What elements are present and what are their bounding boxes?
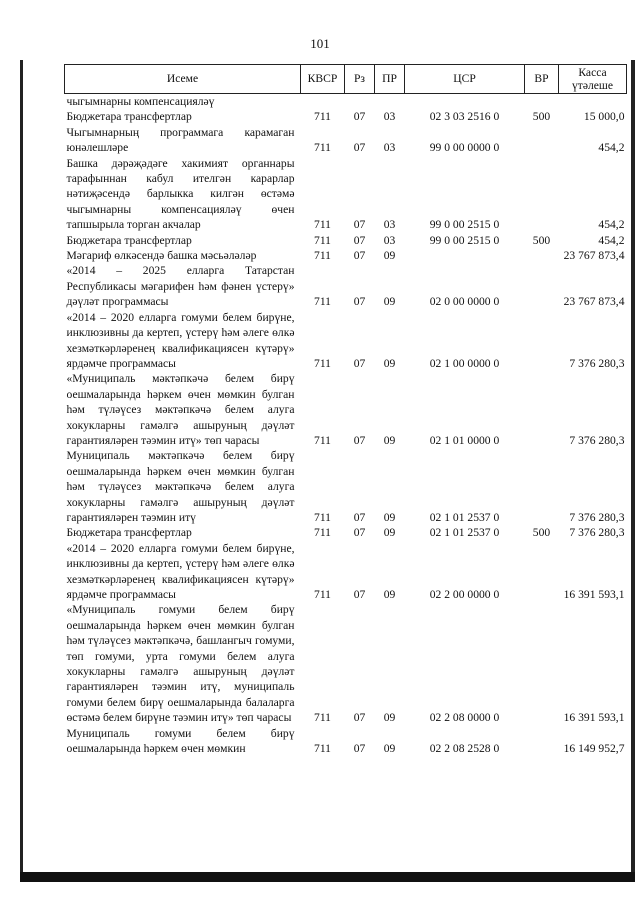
- header-name: Исеме: [65, 65, 301, 94]
- table-row: [65, 109, 627, 124]
- row-rz: 07: [353, 141, 366, 155]
- row-amount: 454,2: [598, 218, 625, 232]
- row-amount: 16 149 952,7: [563, 742, 625, 756]
- table-body: [65, 94, 627, 757]
- table-row: [65, 263, 627, 309]
- row-name: Муниципаль мәктәпкәчә белем бирү оешмаларында һәркем өчен мөмкин булган һәм түләүсез мәктәпкәчә белем алуга хокукларны гамәлгә ашыруның дәүләт гарантияләрен тәэмин итү: [66, 449, 295, 524]
- row-csr: 02 2 08 2528 0: [429, 742, 500, 756]
- row-vr: [525, 156, 559, 233]
- row-vr: 500: [532, 233, 551, 247]
- table-row: [65, 125, 627, 156]
- scan-edge-left: [20, 60, 23, 880]
- header-kassa: [559, 65, 627, 94]
- row-pr: [375, 94, 405, 110]
- row-rz: 07: [353, 218, 366, 232]
- row-rz: 07: [353, 356, 366, 370]
- row-pr: 03: [383, 218, 396, 232]
- row-csr: 99 0 00 0000 0: [429, 141, 500, 155]
- table-row: [65, 602, 627, 725]
- row-vr: [525, 726, 559, 757]
- row-rz: 07: [353, 295, 366, 309]
- row-pr: 03: [383, 233, 396, 247]
- header-kvsr: КВСР: [301, 65, 345, 94]
- row-csr: 99 0 00 2515 0: [429, 233, 500, 247]
- row-vr: [525, 248, 559, 263]
- row-kvsr: 711: [314, 295, 331, 309]
- row-csr: 02 0 00 0000 0: [429, 295, 500, 309]
- row-name: «Муниципаль гомуми белем бирү оешмаларында һәркем өчен мөмкин булган һәм түләүсез мәктәпкәчә, башлангыч гомуми, төп гомуми, урта гомуми белем алуга хокукларны гамәлгә ашыруның дәүләт гарантияләрен тәэмин итү, муниципаль гомуми белем бирү оешмаларында балаларга өстәмә белем бирүне тәэмин итү» төп чарасы: [66, 603, 295, 725]
- row-kvsr: 711: [314, 233, 331, 247]
- row-kvsr: 711: [314, 510, 331, 524]
- row-pr: 09: [383, 526, 396, 540]
- row-name: «Муниципаль мәктәпкәчә белем бирү оешмаларында һәркем өчен мөмкин булган һәм түләүсез мәктәпкәчә белем алуга хокукларны гамәлгә ашыруның дәүләт гарантияләрен тәэмин итү» төп чарасы: [66, 372, 295, 447]
- row-pr: 09: [383, 588, 396, 601]
- row-pr: 09: [383, 510, 396, 524]
- row-name: «2014 – 2020 елларга гомуми белем бирүне, инклюзивны да кертеп, үстерү һәм әлеге өлкә хезмәткәрләренең квалификациясен күтәрү» ярдәмче программасы: [66, 310, 295, 370]
- row-kvsr: 711: [314, 141, 331, 155]
- row-amount: 7 376 280,3: [569, 433, 625, 447]
- header-csr: ЦСР: [405, 65, 525, 94]
- table-row: [65, 156, 627, 233]
- row-csr: [405, 248, 525, 263]
- row-name: Мәгариф өлкәсендә башка мәсьәләләр: [66, 249, 257, 263]
- header-pr: ПР: [375, 65, 405, 94]
- row-csr: [405, 94, 525, 110]
- row-amount: 454,2: [598, 141, 625, 155]
- row-vr: [525, 263, 559, 309]
- row-rz: 07: [353, 510, 366, 524]
- row-vr: [525, 371, 559, 448]
- row-vr: [525, 94, 559, 110]
- row-rz: [345, 94, 375, 110]
- row-csr: 02 2 08 0000 0: [429, 711, 500, 725]
- row-amount: 15 000,0: [583, 110, 625, 124]
- row-rz: 07: [353, 233, 366, 247]
- row-vr: 500: [532, 526, 551, 540]
- scan-edge-bottom: [20, 872, 635, 882]
- row-name: «2014 – 2020 елларга гомуми белем бирүне, инклюзивны да кертеп, үстерү һәм әлеге өлкә хезмәткәрләренең квалификациясен күтәрү» ярдәмче программасы: [66, 541, 295, 601]
- row-rz: 07: [353, 588, 366, 601]
- row-kvsr: 711: [314, 588, 331, 601]
- row-pr: 03: [383, 141, 396, 155]
- row-pr: 09: [383, 711, 396, 725]
- table-row: [65, 371, 627, 448]
- row-amount: 7 376 280,3: [569, 510, 625, 524]
- row-kvsr: 711: [314, 110, 331, 124]
- row-name: Бюджетара трансфертлар: [66, 233, 192, 247]
- row-csr: 02 3 03 2516 0: [429, 110, 500, 124]
- row-rz: 07: [353, 526, 366, 540]
- row-name: «2014 – 2025 елларга Татарстан Республикасы мәгарифен һәм фәнен үстерү» дәүләт программасы: [66, 264, 295, 309]
- row-amount: [559, 94, 627, 110]
- row-name: Чыгымнарның программага карамаган юнәлешләре: [66, 125, 295, 155]
- header-rz: Рз: [345, 65, 375, 94]
- row-kvsr: 711: [314, 742, 331, 756]
- table-row: [65, 310, 627, 372]
- row-csr: 02 1 01 2537 0: [429, 526, 500, 540]
- row-csr: 02 2 00 0000 0: [429, 588, 500, 601]
- row-csr: 02 1 01 2537 0: [429, 510, 500, 524]
- row-pr: 03: [383, 110, 396, 124]
- table-row: [65, 233, 627, 248]
- row-rz: 07: [353, 110, 366, 124]
- row-kvsr: 711: [314, 711, 331, 725]
- row-name: Бюджетара трансфертлар: [66, 526, 192, 540]
- page-number: 101: [310, 36, 330, 51]
- row-vr: [525, 602, 559, 725]
- header-kassa-line1: Касса: [578, 66, 607, 79]
- row-kvsr: 711: [314, 526, 331, 540]
- row-rz: 07: [353, 711, 366, 725]
- row-vr: [525, 448, 559, 525]
- header-vr: ВР: [525, 65, 559, 94]
- row-pr: 09: [383, 742, 396, 756]
- row-csr: 99 0 00 2515 0: [429, 218, 500, 232]
- row-rz: 07: [353, 249, 366, 263]
- scan-edge-right: [631, 60, 635, 882]
- row-amount: 16 391 593,1: [563, 711, 625, 725]
- row-name: чыгымнарны компенсацияләү: [66, 95, 215, 108]
- table-header: [65, 65, 627, 94]
- row-csr: 02 1 01 0000 0: [429, 433, 500, 447]
- row-kvsr: 711: [314, 433, 331, 447]
- row-amount: 16 391 593,1: [563, 588, 625, 601]
- row-rz: 07: [353, 433, 366, 447]
- row-amount: 23 767 873,4: [563, 249, 625, 263]
- row-kvsr: 711: [314, 249, 331, 263]
- row-kvsr: 711: [314, 356, 331, 370]
- row-kvsr: 711: [314, 218, 331, 232]
- table-row: [65, 94, 627, 110]
- table-row: [65, 248, 627, 263]
- row-name: Бюджетара трансфертлар: [66, 110, 192, 124]
- row-pr: 09: [383, 356, 396, 370]
- row-vr: [525, 310, 559, 372]
- row-name: Муниципаль гомуми белем бирү оешмаларында һәркем өчен мөмкин: [66, 726, 295, 756]
- row-vr: [525, 125, 559, 156]
- row-amount: 7 376 280,3: [569, 526, 625, 540]
- table-row: [65, 525, 627, 540]
- row-pr: 09: [383, 295, 396, 309]
- row-amount: 23 767 873,4: [563, 295, 625, 309]
- row-name: Башка дәрәҗәдәге хакимият органнары тарафыннан кабул ителгән карарлар нәтиҗәсендә барлыкка килгән өстәмә чыгымнарны компенсацияләү өчен тапшырыла торган акчалар: [66, 156, 295, 232]
- row-pr: 09: [383, 249, 396, 263]
- budget-table: [64, 64, 627, 756]
- row-vr: 500: [532, 110, 551, 124]
- table-row: [65, 541, 627, 603]
- row-vr: [525, 541, 559, 603]
- row-kvsr: [301, 94, 345, 110]
- row-amount: 454,2: [598, 233, 625, 247]
- table-row: [65, 448, 627, 525]
- row-amount: 7 376 280,3: [569, 356, 625, 370]
- row-rz: 07: [353, 742, 366, 756]
- row-csr: 02 1 00 0000 0: [429, 356, 500, 370]
- header-kassa-line2: үтәлеше: [571, 79, 613, 92]
- row-pr: 09: [383, 433, 396, 447]
- table-row: [65, 726, 627, 757]
